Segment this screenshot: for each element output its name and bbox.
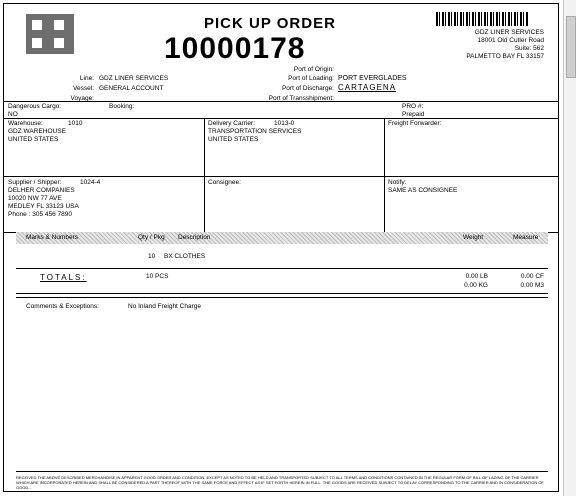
- vessel-label: Vessel:: [73, 85, 94, 92]
- column-header-qty: Qty / Pkg: [138, 234, 165, 241]
- warehouse-line: GDZ WAREHOUSE: [8, 128, 66, 135]
- consignee-label: Consignee:: [208, 179, 241, 186]
- notify-value: SAME AS CONSIGNEE: [388, 187, 458, 194]
- forwarder-label: Freight Forwarder:: [388, 120, 442, 127]
- comments-label: Comments & Exceptions:: [26, 303, 99, 310]
- voyage-label: Voyage:: [70, 95, 94, 102]
- shipper-line: 10020 NW 77 AVE: [8, 195, 62, 202]
- pickup-order-document: [3, 3, 559, 492]
- shipper-line: MEDLEY FL 33123 USA: [8, 203, 79, 210]
- origin-label: Port of Origin:: [293, 66, 334, 73]
- loading-label: Port of Loading:: [288, 75, 334, 82]
- item-description: BX CLOTHES: [164, 253, 206, 260]
- transshipment-label: Port of Transshipment:: [268, 95, 334, 102]
- totals-measure-cf: 0.00 CF: [520, 273, 544, 280]
- totals-pcs: 10 PCS: [146, 273, 169, 280]
- column-header-weight: Weight: [463, 234, 484, 241]
- booking-label: Booking:: [109, 103, 135, 110]
- totals-label: TOTALS:: [40, 273, 87, 282]
- pro-value: Prepaid: [402, 111, 425, 118]
- company-address: GDZ LINER SERVICES 18001 Old Cutler Road Suite: 562 PALMETTO BAY FL 33157: [466, 29, 544, 60]
- warehouse-label: Warehouse:: [8, 120, 43, 127]
- discharge-label: Port of Discharge:: [281, 85, 334, 92]
- shipper-line: Phone : 305 456 7890: [8, 211, 72, 218]
- company-logo: [26, 14, 74, 54]
- scrollbar-thumb[interactable]: [566, 16, 576, 78]
- shipper-line: DELHER COMPANIES: [8, 187, 75, 194]
- column-header-measure: Measure: [513, 234, 539, 241]
- comments-text: No Inland Freight Charge: [128, 303, 201, 310]
- carrier-line: TRANSPORTATION SERVICES: [208, 128, 302, 135]
- barcode: [436, 12, 528, 26]
- pro-label: PRO #:: [402, 103, 424, 110]
- warehouse-line: UNITED STATES: [8, 136, 59, 143]
- warehouse-code: 1010: [68, 120, 83, 127]
- notify-label: Notify:: [388, 179, 407, 186]
- totals-weight-kg: 0.00 KG: [464, 282, 488, 289]
- carrier-line: UNITED STATES: [208, 136, 259, 143]
- terms-fine-print: RECEIVED THE ABOVE DESCRIBED MERCHANDISE IN APPARENT GOOD ORDER AND CONDITION, EXCEPT AS NOTED TO BE HELD AND TRANSPORTED SUBJECT TO ALL TERMS AND CONDITIONS CONTAINED IN THE REGULAR FORM OF BILL OF LADING OF THE CARRIER WHICH ARE INCORPORATED HEREIN AND SHALL BE CONSIDERED A PART THEREOF WITH THE SAME FORCE AND EFFECT AS IF SET FORTH HEREIN IN FULL. THE GOODS ARE RECEIVED SUBJECT TO DELAY CORRESPONDING TO THE CARRIER AND IN CONSIDERATION OF GOOD...: [16, 475, 544, 490]
- item-qty: 10: [148, 253, 156, 260]
- shipper-code: 1024-4: [80, 179, 101, 186]
- totals-weight-lb: 0.00 LB: [465, 273, 488, 280]
- order-number: 10000178: [164, 32, 306, 65]
- document-title: PICK UP ORDER: [204, 15, 336, 32]
- carrier-label: Delivery Carrier:: [208, 120, 255, 127]
- carrier-code: 1013-0: [274, 120, 295, 127]
- shipper-label: Supplier / Shipper:: [8, 179, 62, 186]
- vessel-value: GENERAL ACCOUNT: [99, 85, 164, 92]
- totals-measure-m3: 0.00 M3: [520, 282, 544, 289]
- column-header-description: Description: [178, 234, 211, 241]
- discharge-link[interactable]: CARTAGENA: [338, 83, 397, 92]
- column-header-marks: Marks & Numbers: [26, 234, 79, 241]
- loading-value: PORT EVERGLADES: [338, 75, 407, 82]
- line-value: GDZ LINER SERVICES: [99, 75, 169, 82]
- vertical-scrollbar[interactable]: [563, 0, 576, 496]
- line-label: Line:: [79, 75, 94, 82]
- dangerous-cargo-value: NO: [8, 111, 18, 118]
- dangerous-cargo-label: Dangerous Cargo:: [8, 103, 62, 110]
